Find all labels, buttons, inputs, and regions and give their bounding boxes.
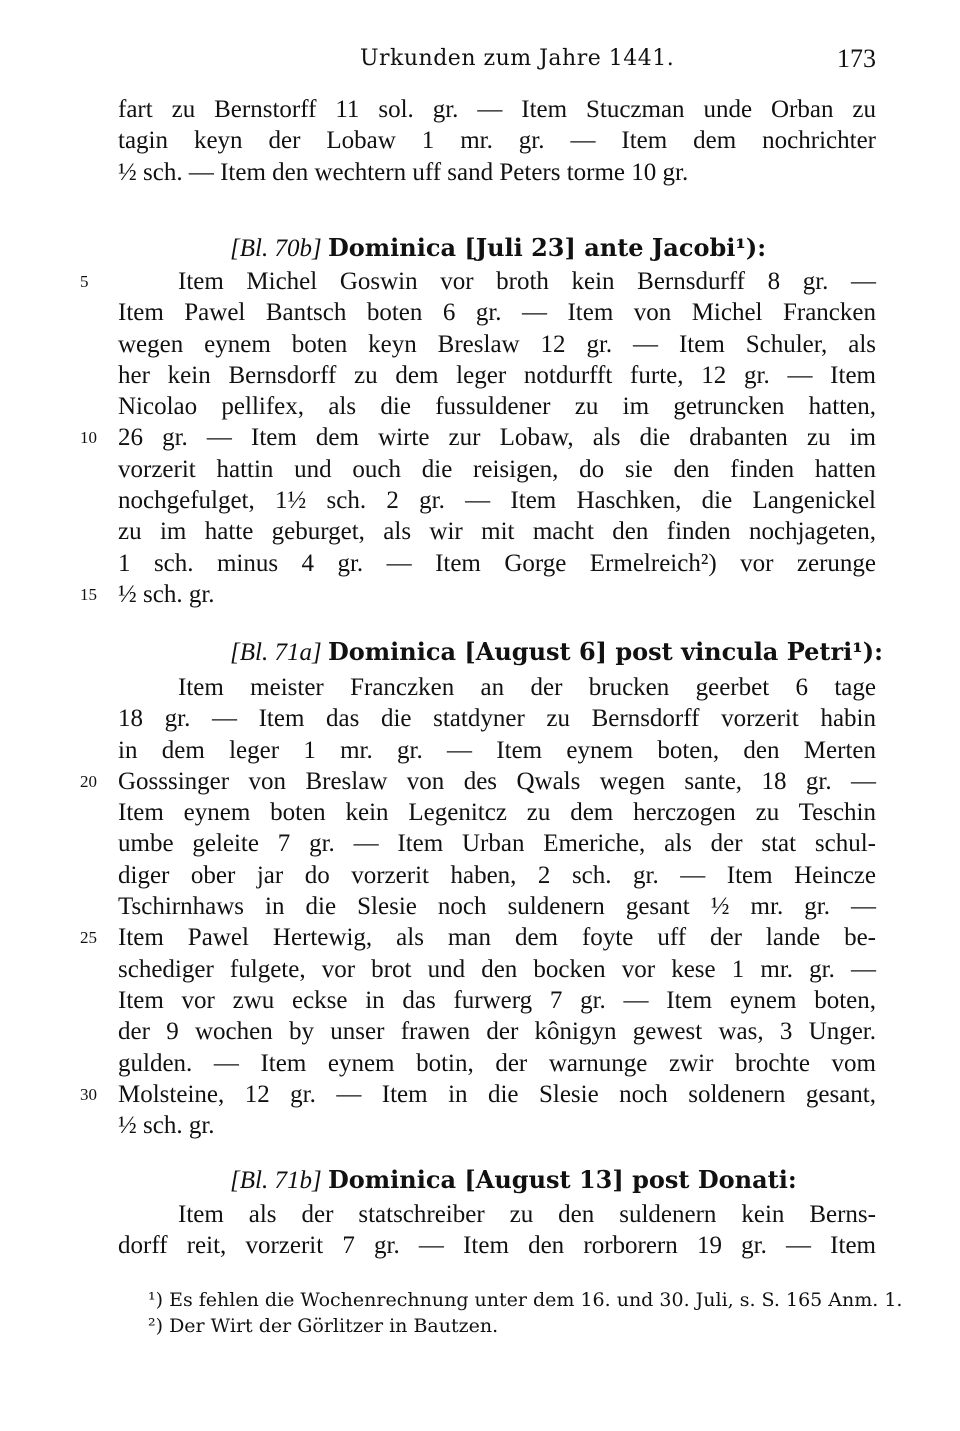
text-line: 18 gr. — Item das die statdyner zu Bernsdorff vorzerit habin [118,705,876,733]
text-line: vorzerit hattin und ouch die reisigen, do sie den finden hatten [118,455,876,483]
text-line: 10 26 gr. — Item dem wirte zur Lobaw, als die drabanten zu im [118,422,876,453]
running-title: Urkunden zum Jahre 1441. [360,46,675,71]
text-line: Item Pawel Bantsch boten 6 gr. — Item von Michel Francken [118,299,876,327]
folio-reference: [Bl. 70b] [230,235,322,262]
text-line: 5 Item Michel Goswin vor broth kein Bernsdurff 8 gr. — [118,266,876,297]
text-line: Item meister Franczken an der brucken geerbet 6 tage [178,674,876,701]
section-1-paragraph [80,266,876,610]
text-line: wegen eynem boten keyn Breslaw 12 gr. — Item Schuler, als [118,330,876,358]
feast-title: Dominica [August 6] post vincula Petri¹): [327,637,883,666]
line-number: 5 [80,272,89,291]
feast-title: Dominica [Juli 23] ante Jacobi¹): [327,233,767,262]
text-line: 15 ½ sch. gr. [118,579,876,610]
text-line: Item als der statschreiber zu den suldenern kein Berns- [178,1201,876,1228]
text-line: Item eynem boten kein Legenitcz zu dem herczogen zu Teschin [118,799,876,827]
text-line: zu im hatte geburget, als wir mit macht den finden nochjageten, [118,518,876,546]
text-line: ½ sch. gr. [118,1112,215,1140]
text-line: ½ sch. — Item den wechtern uff sand Peters torme 10 gr. [118,158,689,186]
text-line: schediger fulgete, vor brot und den bocken vor kese 1 mr. gr. — [118,955,876,983]
page-number: 173 [837,44,876,73]
line-number: 10 [80,428,97,448]
text-line: der 9 wochen by unser frawen der kônigyn gewest was, 3 Unger. [118,1018,876,1046]
text-line: 30 Molsteine, 12 gr. — Item in die Slesie noch soldenern gesant, [118,1079,876,1110]
text-line: Nicolao pellifex, als die fussuldener zu im getruncken hatten, [118,393,876,421]
section-heading-1 [230,232,766,264]
text-line: fart zu Bernstorff 11 sol. gr. — Item Stuczman unde Orban zu [118,96,876,123]
section-3-paragraph [118,1199,876,1262]
text-line: Item vor zwu eckse in das furwerg 7 gr. — Item eynem boten, [118,986,876,1014]
text-line: 20 Gosssinger von Breslaw von des Qwals wegen sante, 18 gr. — [118,766,876,797]
line-number: 20 [80,771,97,791]
text-line: dorff reit, vorzerit 7 gr. — Item den rorborern 19 gr. — Item [118,1232,876,1260]
text-line: tagin keyn der Lobaw 1 mr. gr. — Item dem nochrichter [118,127,876,155]
text-line: 1 sch. minus 4 gr. — Item Gorge Ermelreich²) vor zerunge [118,549,876,577]
section-2-paragraph [80,672,876,1141]
line-number: 25 [80,928,97,948]
intro-paragraph [118,94,876,188]
section-heading-3 [230,1164,797,1196]
text-line: nochgefulget, 1½ sch. 2 gr. — Item Haschken, die Langenickel [118,487,876,515]
text-line: umbe geleite 7 gr. — Item Urban Emeriche, als der stat schul- [118,830,876,858]
text-line: diger ober jar do vorzerit haben, 2 sch. gr. — Item Heincze [118,861,876,889]
text-line: gulden. — Item eynem botin, der warnunge zwir brochte vom [118,1049,876,1077]
text-line: Tschirnhaws in die Slesie noch suldenern gesant ½ mr. gr. — [118,893,876,921]
line-number: 15 [80,584,97,604]
feast-title: Dominica [August 13] post Donati: [327,1165,797,1194]
footnote-2: ²) Der Wirt der Görlitzer in Bautzen. [148,1315,499,1337]
section-heading-2 [230,636,883,668]
footnote-1: ¹) Es fehlen die Wochenrechnung unter dem 16. und 30. Juli, s. S. 165 Anm. 1. [148,1289,903,1311]
text-line: 25 Item Pawel Hertewig, als man dem foyte uff der lande be- [118,922,876,953]
text-line: her kein Bernsdorff zu dem leger notdurfft furte, 12 gr. — Item [118,361,876,389]
line-number: 30 [80,1084,97,1104]
folio-reference: [Bl. 71b] [230,1167,322,1194]
folio-reference: [Bl. 71a] [230,639,322,666]
text-line: in dem leger 1 mr. gr. — Item eynem boten, den Merten [118,736,876,764]
